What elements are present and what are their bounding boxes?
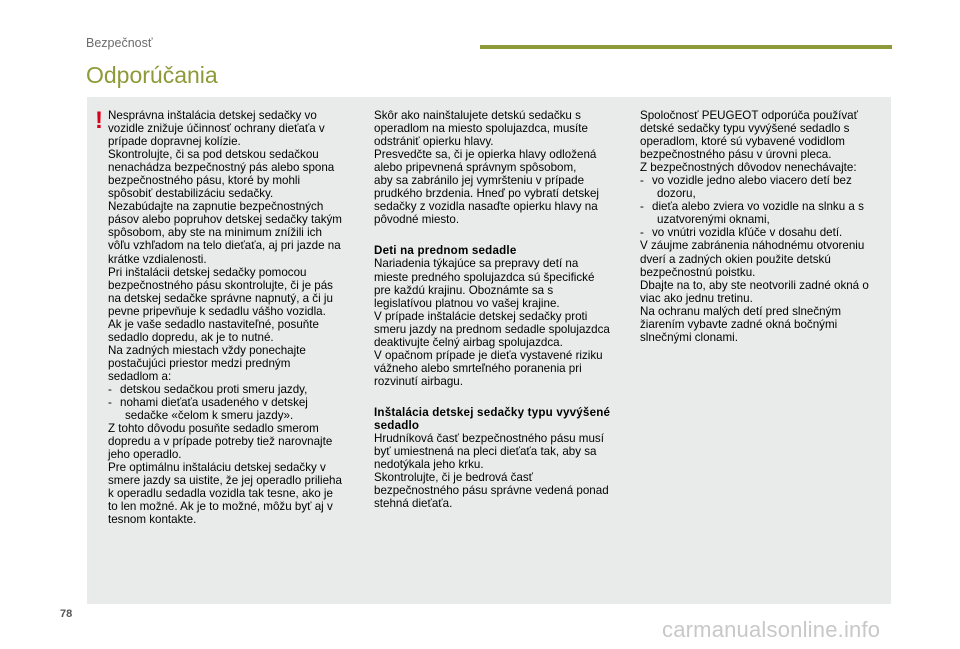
col1-paragraph-1: Nesprávna inštalácia detskej sedačky vo vozidle znižuje účinnosť ochrany dieťaťa v prípade dopravnej kolízie. Skontrolujte, či sa pod detskou sedačkou nenachádza bezpečnostný pás alebo spona bezpečnostného pásu, ktoré by mohli spôsobiť destabilizáciu sedačky. Nezabúdajte na zapnutie bezpečnostných pásov alebo popruhov detskej sedačky takým spôsobom, aby ste na minimum znížili ich vôľu vzhľadom na telo dieťaťa, aj pri jazde na krátke vzdialenosti. Pri inštalácii detskej sedačky pomocou bezpečnostného pásu skontrolujte, či je pás na detskej sedačke správne napnutý, a či ju pevne pripevňuje k sedadlu vášho vozidla. Ak je vaše sedadlo nastaviteľné, posuňte sedadlo dopredu, ak je to nutné. Na zadných miestach vždy ponechajte postačujúci priestor medzi predným sedadlom a:	[108, 109, 342, 383]
watermark: carmanualsonline.info	[662, 617, 881, 642]
list-item-text: - vo vnútri vozidla kľúče v dosahu detí.	[652, 226, 843, 240]
col2-paragraph-3: Hrudníková časť bezpečnostného pásu musí byť umiestnená na pleci dieťaťa tak, aby sa nedotýkala jeho krku. Skontrolujte, či je bedrová časť bezpečnostného pásu správne vedená ponad stehná dieťaťa.	[374, 432, 609, 511]
column-3	[640, 109, 885, 344]
warning-exclamation-icon: !	[95, 107, 103, 134]
list-item-text: - nohami dieťaťa usadeného v detskej sedačke «čelom k smeru jazdy».	[120, 396, 308, 423]
col3-paragraph-1: Spoločnosť PEUGEOT odporúča používať detské sedačky typu vyvýšené sedadlo s operadlom, ktoré sú vybavené vodidlom bezpečnostného pásu v úrovni pleca. Z bezpečnostných dôvodov nenechávajte:	[640, 109, 858, 175]
section-label: Bezpečnosť	[86, 36, 153, 50]
list-item	[108, 383, 358, 396]
spacer	[374, 388, 624, 406]
page-title: Odporúčania	[86, 62, 218, 88]
spacer	[374, 226, 624, 244]
col2-heading-front-seat: Deti na prednom sedadle	[374, 244, 517, 258]
list-item	[640, 174, 885, 200]
column-1	[108, 109, 358, 527]
col2-paragraph-1: Skôr ako nainštalujete detskú sedačku s operadlom na miesto spolujazdca, musíte odstrániť opierku hlavy. Presvedčte sa, či je opierka hlavy odložená alebo pripevnená správnym spôsobom, aby sa zabránilo jej vymršteniu v prípade prudkého brzdenia. Hneď po vybratí detskej sedačky z vozidla nasaďte opierku hlavy na pôvodné miesto.	[374, 109, 599, 227]
column-2	[374, 109, 624, 510]
list-item	[108, 396, 358, 422]
header-rule	[480, 45, 892, 49]
content-panel	[87, 97, 891, 604]
col2-heading-booster-seat: Inštalácia detskej sedačky typu vyvýšené sedadlo	[374, 405, 611, 432]
col1-paragraph-2: Z tohto dôvodu posuňte sedadlo smerom dopredu a v prípade potreby tiež narovnajte jeho operadlo. Pre optimálnu inštaláciu detskej sedačky v smere jazdy sa uistite, že jej operadlo prilieha k operadlu sedadla vozidla tak tesne, ako je to len možné. Ak je to možné, môžu byť aj v tesnom kontakte.	[108, 422, 342, 527]
list-item-text: - dieťa alebo zviera vo vozidle na slnku a s uzatvorenými oknami,	[652, 200, 864, 227]
list-item	[640, 226, 885, 239]
col2-paragraph-2: Nariadenia týkajúce sa prepravy detí na mieste predného spolujazdca sú špecifické pre každú krajinu. Oboznámte sa s legislatívou platnou vo vašej krajine. V prípade inštalácie detskej sedačky proti smeru jazdy na prednom sedadle spolujazdca deaktivujte čelný airbag spolujazdca. V opačnom prípade je dieťa vystavené riziku vážneho alebo smrteľného poranenia pri rozvinutí airbagu.	[374, 257, 610, 388]
list-item	[640, 200, 885, 226]
col1-dash-list	[108, 383, 358, 422]
list-item-text: - detskou sedačkou proti smeru jazdy,	[120, 382, 308, 396]
col3-paragraph-2: V záujme zabránenia náhodnému otvoreniu dverí a zadných okien použite detskú bezpečnostnú poistku. Dbajte na to, aby ste neotvorili zadné okná o viac ako jednu tretinu. Na ochranu malých detí pred slnečným žiarením vybavte zadné okná bočnými slnečnými clonami.	[640, 239, 869, 344]
page-number: 78	[60, 608, 73, 620]
col3-dash-list	[640, 174, 885, 239]
list-item-text: - vo vozidle jedno alebo viacero detí bez dozoru,	[652, 174, 852, 201]
